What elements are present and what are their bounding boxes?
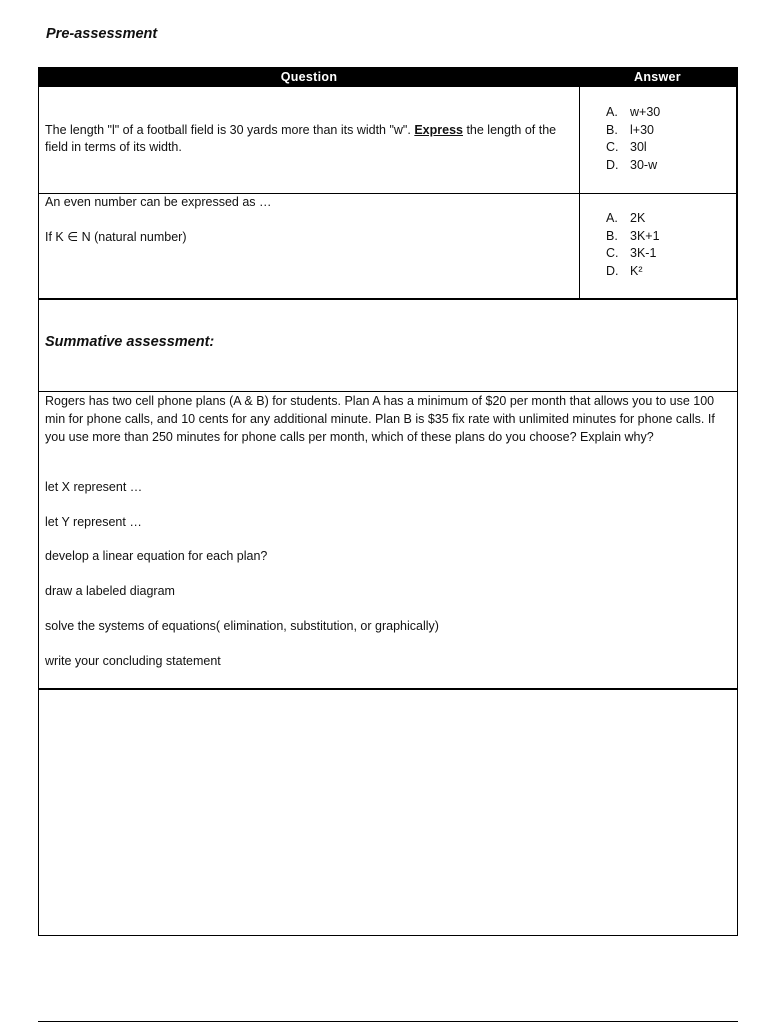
step-item: let X represent … bbox=[45, 480, 143, 494]
option-item bbox=[606, 210, 660, 228]
step-item: let Y represent … bbox=[45, 515, 142, 529]
summative-title: Summative assessment: bbox=[45, 334, 215, 350]
option-letter: A. bbox=[606, 105, 618, 119]
option-item bbox=[606, 228, 660, 246]
question-2-options bbox=[606, 210, 660, 280]
next-page-border bbox=[38, 1021, 738, 1022]
answer-column-header: Answer bbox=[634, 70, 681, 84]
option-letter: B. bbox=[606, 122, 618, 137]
option-letter: A. bbox=[606, 211, 618, 225]
step-item: solve the systems of equations( elimination, substitution, or graphically) bbox=[45, 619, 439, 633]
pre-assessment-table bbox=[38, 67, 738, 300]
option-text: K² bbox=[630, 263, 643, 278]
question-2-line-2: If K ∈ N (natural number) bbox=[45, 230, 187, 244]
question-1-options bbox=[606, 104, 660, 174]
option-letter: C. bbox=[606, 246, 619, 260]
option-letter: D. bbox=[606, 263, 619, 278]
option-item bbox=[606, 104, 660, 122]
option-text: l+30 bbox=[630, 122, 654, 137]
option-letter: C. bbox=[606, 140, 619, 154]
option-item bbox=[606, 263, 660, 281]
summative-assessment-section bbox=[38, 299, 738, 690]
option-item bbox=[606, 245, 660, 263]
option-item bbox=[606, 122, 660, 140]
option-letter: D. bbox=[606, 157, 619, 172]
step-item: write your concluding statement bbox=[45, 654, 221, 668]
option-letter: B. bbox=[606, 228, 618, 243]
problem-statement: Rogers has two cell phone plans (A & B) for students. Plan A has a minimum of $20 per month that allows you to use 100 min for phone calls, and 10 cents for any additional minute. Plan B is $35 fix rate with unlimited minutes for phone calls. If you use more than 250 minutes for phone calls per month, which of these plans do you choose? Explain why? bbox=[45, 394, 715, 444]
option-item bbox=[606, 157, 660, 175]
option-text: 3K+1 bbox=[630, 228, 660, 243]
option-item bbox=[606, 139, 660, 157]
option-text: w+30 bbox=[630, 105, 661, 119]
question-1-text-before: The length "l" of a football field is 30 yards more than its width "w". bbox=[45, 123, 415, 137]
option-text: 2K bbox=[630, 211, 646, 225]
option-text: 3K-1 bbox=[630, 246, 657, 260]
question-1-text bbox=[45, 122, 565, 156]
answer-space-box bbox=[38, 690, 738, 936]
question-1-text-after: the length of the field in terms of its width. bbox=[45, 123, 557, 154]
step-item: draw a labeled diagram bbox=[45, 584, 175, 598]
question-1-emphasis: Express bbox=[414, 123, 463, 137]
document-title: Pre-assessment bbox=[46, 26, 158, 42]
step-item: develop a linear equation for each plan? bbox=[45, 549, 268, 563]
option-text: 30l bbox=[630, 140, 647, 154]
table-header bbox=[39, 68, 736, 87]
question-column-header: Question bbox=[280, 70, 338, 84]
question-2-line-1: An even number can be expressed as … bbox=[45, 195, 272, 209]
option-text: 30-w bbox=[630, 157, 658, 172]
